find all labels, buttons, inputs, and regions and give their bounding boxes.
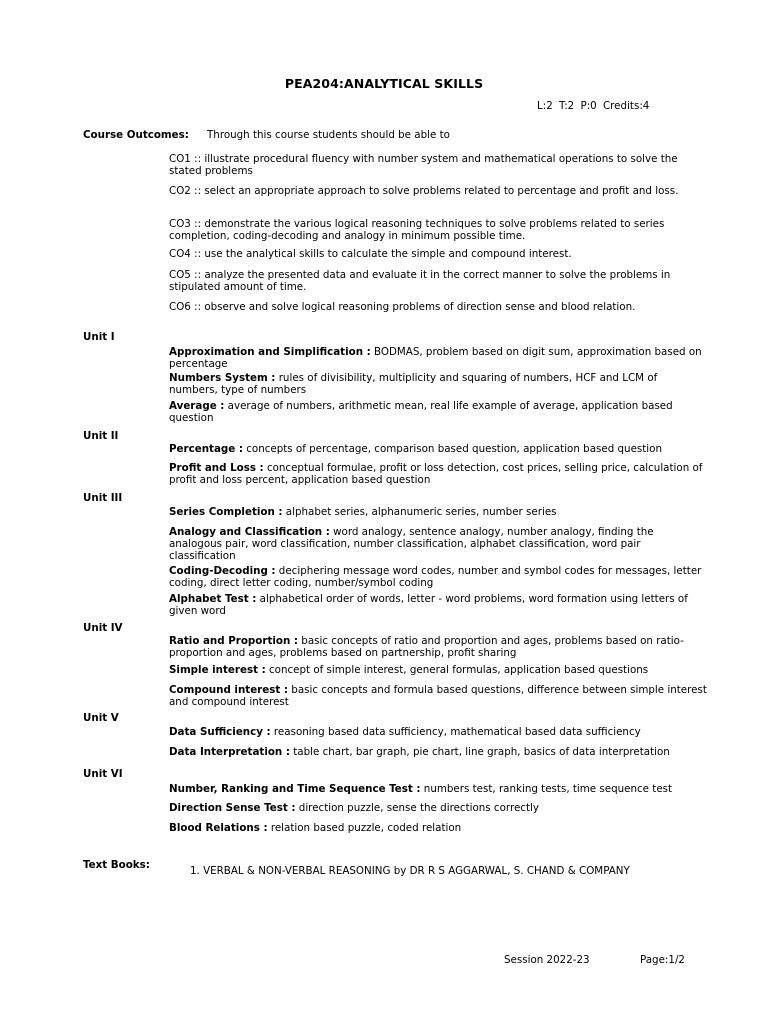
topic-text: word analogy, sentence analogy, number analogy, finding the analogous pair, word classification, number classification, alphabet classification, word pair classification — [169, 526, 654, 562]
unit-topic — [169, 635, 709, 659]
unit-topic — [169, 372, 709, 396]
credits-line: L:2 T:2 P:0 Credits:4 — [537, 100, 650, 112]
unit-topic — [169, 684, 709, 708]
topic-text: BODMAS, problem based on digit sum, approximation based on percentage — [169, 346, 702, 370]
unit-topic — [169, 443, 709, 455]
text-book-item: 1. VERBAL & NON-VERBAL REASONING by DR R S AGGARWAL, S. CHAND & COMPANY — [190, 865, 630, 877]
unit-topic — [169, 746, 709, 758]
topic-text: rules of divisibility, multiplicity and squaring of numbers, HCF and LCM of numbers, type of numbers — [169, 372, 658, 396]
topic-text: concepts of percentage, comparison based question, application based question — [242, 443, 662, 455]
course-outcome-6: CO6 :: observe and solve logical reasoning problems of direction sense and blood relation. — [169, 301, 636, 313]
unit-topic — [169, 526, 709, 562]
course-outcome-2: CO2 :: select an appropriate approach to solve problems related to percentage and profit and loss. — [169, 185, 679, 197]
topic-text: average of numbers, arithmetic mean, real life example of average, application based question — [169, 400, 673, 424]
unit-heading: Unit I — [83, 331, 115, 343]
page-title: PEA204:ANALYTICAL SKILLS — [284, 76, 484, 91]
topic-text: basic concepts of ratio and proportion and ages, problems based on ratio-proportion and ages, problems based on partnership, profit sharing — [169, 635, 684, 659]
unit-heading: Unit VI — [83, 768, 123, 780]
topic-title: Ratio and Proportion : — [169, 635, 299, 647]
course-outcome-1: CO1 :: illustrate procedural fluency with number system and mathematical operations to solve the stated problems — [169, 153, 678, 177]
course-outcomes-intro: Through this course students should be able to — [207, 129, 450, 141]
unit-topic — [169, 565, 709, 589]
unit-topic — [169, 593, 709, 617]
topic-title: Coding-Decoding : — [169, 565, 276, 577]
topic-text: reasoning based data sufficiency, mathematical based data sufficiency — [270, 726, 641, 738]
course-outcome-3: CO3 :: demonstrate the various logical reasoning techniques to solve problems related to series completion, coding-decoding and analogy in minimum possible time. — [169, 218, 665, 242]
topic-title: Approximation and Simplification : — [169, 346, 371, 358]
topic-title: Simple interest : — [169, 664, 266, 676]
unit-topic — [169, 726, 709, 738]
course-outcome-5: CO5 :: analyze the presented data and evaluate it in the correct manner to solve the problems in stipulated amount of time. — [169, 269, 671, 293]
unit-topic — [169, 822, 709, 834]
topic-text: table chart, bar graph, pie chart, line graph, basics of data interpretation — [289, 746, 670, 758]
topic-title: Number, Ranking and Time Sequence Test : — [169, 783, 421, 795]
unit-topic — [169, 783, 709, 795]
topic-title: Numbers System : — [169, 372, 276, 384]
topic-title: Data Interpretation : — [169, 746, 290, 758]
page-number: Page:1/2 — [640, 954, 685, 966]
topic-title: Profit and Loss : — [169, 462, 264, 474]
topic-text: basic concepts and formula based questions, difference between simple interest and compound interest — [169, 684, 707, 708]
unit-topic — [169, 664, 709, 676]
topic-title: Percentage : — [169, 443, 243, 455]
unit-heading: Unit II — [83, 430, 119, 442]
course-outcome-4: CO4 :: use the analytical skills to calculate the simple and compound interest. — [169, 248, 572, 260]
topic-title: Data Sufficiency : — [169, 726, 271, 738]
unit-topic — [169, 346, 709, 370]
topic-title: Compound interest : — [169, 684, 289, 696]
session-label: Session 2022-23 — [504, 954, 590, 966]
text-books-label: Text Books: — [83, 859, 150, 871]
topic-text: alphabetical order of words, letter - word problems, word formation using letters of given word — [169, 593, 688, 617]
topic-title: Series Completion : — [169, 506, 283, 518]
unit-topic — [169, 400, 709, 424]
topic-text: deciphering message word codes, number and symbol codes for messages, letter coding, direct letter coding, number/symbol coding — [169, 565, 702, 589]
unit-heading: Unit III — [83, 492, 123, 504]
course-outcomes-label: Course Outcomes: — [83, 129, 189, 141]
unit-topic — [169, 802, 709, 814]
unit-heading: Unit V — [83, 712, 119, 724]
topic-text: conceptual formulae, profit or loss detection, cost prices, selling price, calculation of profit and loss percent, application based question — [169, 462, 703, 486]
topic-text: concept of simple interest, general formulas, application based questions — [265, 664, 649, 676]
topic-title: Alphabet Test : — [169, 593, 257, 605]
unit-topic — [169, 506, 709, 518]
unit-heading: Unit IV — [83, 622, 123, 634]
unit-topic — [169, 462, 709, 486]
topic-text: alphabet series, alphanumeric series, number series — [282, 506, 557, 518]
topic-title: Analogy and Classification : — [169, 526, 330, 538]
topic-text: relation based puzzle, coded relation — [267, 822, 462, 834]
topic-text: direction puzzle, sense the directions correctly — [295, 802, 539, 814]
topic-text: numbers test, ranking tests, time sequence test — [420, 783, 673, 795]
topic-title: Blood Relations : — [169, 822, 268, 834]
topic-title: Direction Sense Test : — [169, 802, 296, 814]
topic-title: Average : — [169, 400, 225, 412]
